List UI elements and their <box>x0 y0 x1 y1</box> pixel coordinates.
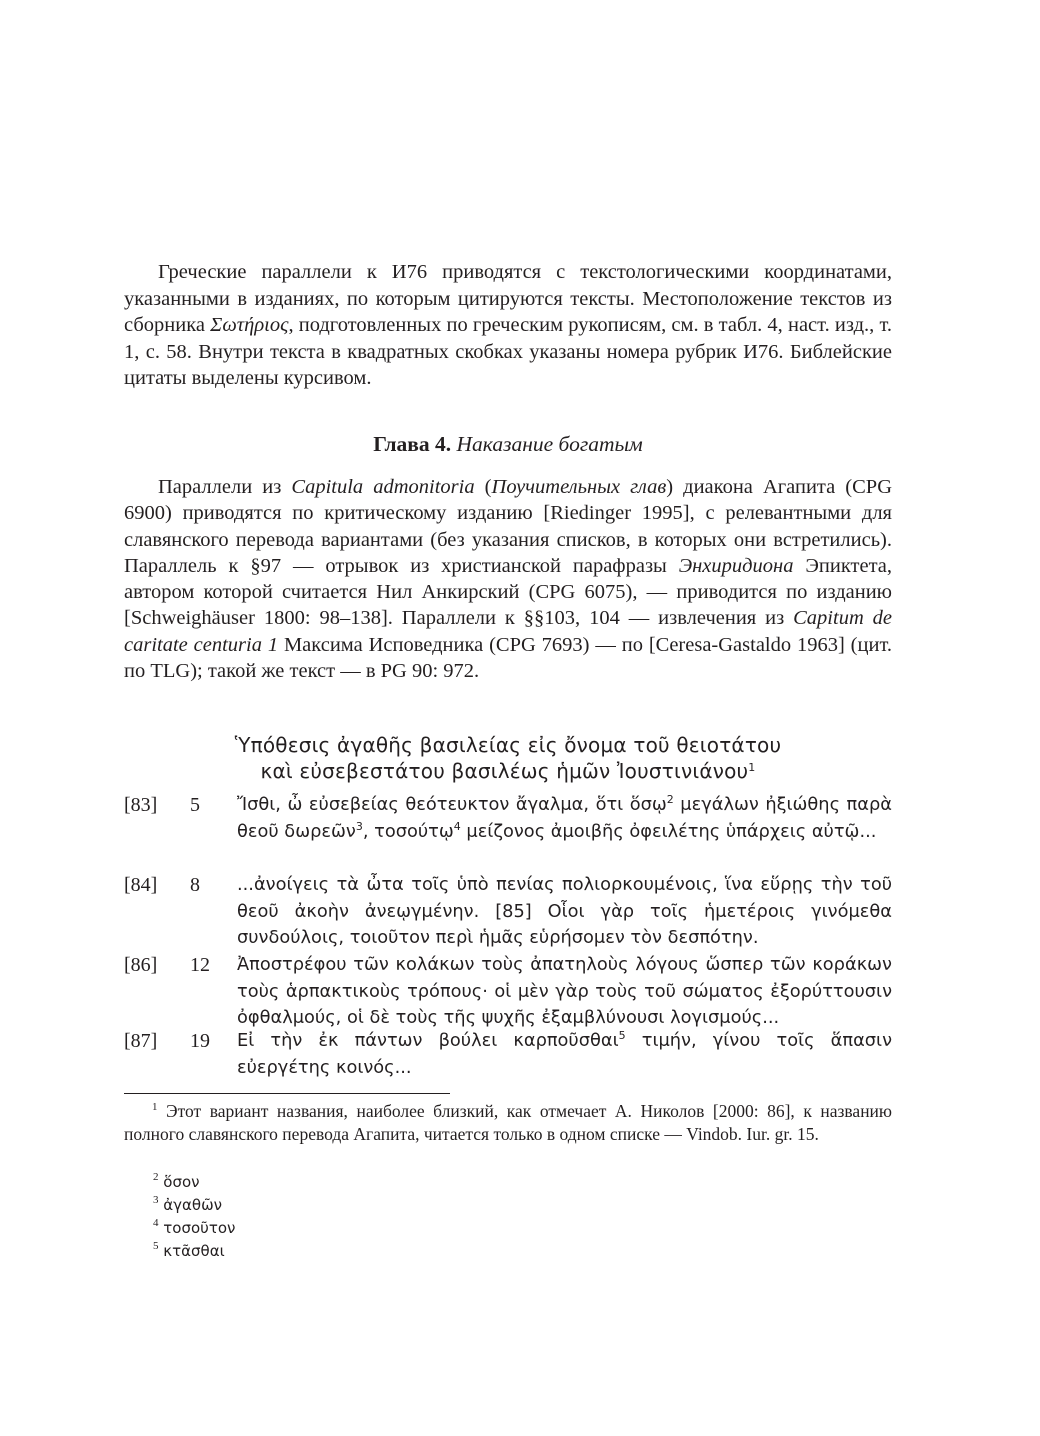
greek-title-line-2: καὶ εὐσεβεστάτου βασιλέως ἡμῶν Ἰουστινιάνου <box>260 759 749 783</box>
rubric-number: [86] <box>124 954 158 976</box>
greek-title-line-2-wrap <box>124 758 892 784</box>
footnote-text: ἀγαθῶν <box>158 1196 223 1214</box>
footnote-mark: 1 <box>152 1101 158 1113</box>
footnote-ref[interactable]: 1 <box>748 761 756 774</box>
entry-text: ...ἀνοίγεις τὰ ὦτα τοῖς ὑπὸ πενίας πολιορκουμένοις, ἵνα εὕρῃς τὴν τοῦ θεοῦ ἀκοὴν ἀνεῳγμένην. [85] Οἷοι γὰρ τοῖς ἡμετέροις γινόμεθα συνδούλοις, τοιοῦτον περὶ ἡμᾶς εὑρήσομεν τὸν δεσπότην. <box>237 874 892 948</box>
entry-text-part: Εἰ τὴν ἐκ πάντων βούλει καρποῦσθαι <box>237 1030 619 1051</box>
intro-greek-italic: Σωτήριος <box>210 314 289 337</box>
footnote-text: τοσοῦτον <box>158 1219 236 1237</box>
line-number: 12 <box>190 954 210 976</box>
para-italic: Capitum de caritate centuria 1 <box>124 607 893 656</box>
chapter-title: Наказание богатым <box>456 432 643 456</box>
para-text: Параллели из <box>158 476 292 498</box>
footnote-1 <box>124 1100 892 1145</box>
footnote-ref[interactable]: 4 <box>453 819 461 833</box>
intro-text: Греческие параллели к И76 приводятся с текстологическими координатами, указанными в изданиях, по которым цитируются тексты. Местоположение текстов из сборника <box>124 261 892 337</box>
entry-text-part: μεγάλων ἠξιώθης παρὰ θεοῦ δωρεῶν <box>237 794 892 842</box>
footnote-mark: 3 <box>153 1194 159 1206</box>
footnote-ref[interactable]: 5 <box>618 1029 626 1042</box>
footnote-4 <box>124 1216 921 1240</box>
line-number: 5 <box>190 794 200 816</box>
footnote-2 <box>124 1170 921 1194</box>
footnote-divider <box>124 1093 450 1094</box>
footnote-ref[interactable]: 3 <box>355 819 363 833</box>
footnote-3 <box>124 1193 921 1217</box>
entry-87 <box>124 1028 892 1082</box>
para-italic: Capitula admonitoria <box>291 476 475 498</box>
intro-paragraph <box>124 259 892 392</box>
footnote-ref[interactable]: 2 <box>666 793 674 806</box>
line-number: 8 <box>190 874 200 896</box>
greek-title-line-1: Ὑπόθεσις ἀγαθῆς βασιλείας εἰς ὄνομα τοῦ θειοτάτου <box>234 733 782 757</box>
footnote-mark: 2 <box>153 1171 159 1183</box>
rubric-number: [87] <box>124 1030 158 1052</box>
footnote-5 <box>124 1239 921 1263</box>
chapter-number: Глава 4. <box>373 432 452 456</box>
entry-text-part: μείζονος ἀμοιβῆς ὀφειλέτης ὑπάρχεις αὐτῷ... <box>460 820 877 842</box>
footnote-text: Этот вариант названия, наиболее близкий, как отмечает А. Николов [2000: 86], к названию полного славянского перевода Агапита, читается только в одном списке — Vindob. Iur. gr. 15. <box>124 1101 892 1144</box>
para-text: Эпиктета, автором которой считается Нил Анкирский (CPG 6075), — приводится по изданию [Schweighäuser 1800: 98–138]. Параллели к §§103, 104 — извлечения из <box>124 554 893 630</box>
greek-title <box>124 732 892 784</box>
intro-text: , подготовленных по греческим рукописям, см. в табл. 4, наст. изд., т. 1, с. 58. Внутри текста в квадратных скобках указаны номера рубрик И76. Библейские цитаты выделены курсивом. <box>124 314 892 390</box>
chapter-heading <box>124 431 892 457</box>
para-italic: Поучительных глав <box>491 476 667 498</box>
entry-text <box>237 792 892 845</box>
line-number: 19 <box>190 1030 210 1052</box>
para-text: ( <box>474 476 492 498</box>
footnote-text: κτᾶσθαι <box>158 1242 225 1260</box>
parallels-paragraph <box>124 474 892 684</box>
footnote-mark: 5 <box>153 1240 159 1252</box>
entry-84 <box>124 872 892 952</box>
footnote-mark: 4 <box>153 1217 159 1229</box>
entry-text <box>237 1028 892 1081</box>
entry-86 <box>124 952 892 1032</box>
para-text: Максима Исповедника (CPG 7693) — по [Ceresa-Gastaldo 1963] (цит. по TLG); такой же текст — в PG 90: 972. <box>124 633 892 683</box>
rubric-number: [84] <box>124 874 158 896</box>
entry-text-part: τιμήν, γίνου τοῖς ἅπασιν εὐεργέτης κοινός... <box>237 1030 893 1078</box>
entry-83 <box>124 792 892 872</box>
para-text: ) диакона Агапита (CPG 6900) приводятся по критическому изданию [Riedinger 1995], с релевантными для славянского перевода вариантами (без указания списков, в которых они встретились). Параллель к §97 — отрывок из христианской парафразы <box>124 476 893 577</box>
rubric-number: [83] <box>124 794 158 816</box>
para-italic: Энхиридиона <box>678 554 794 577</box>
entry-text-part: , τοσούτῳ <box>362 820 454 842</box>
footnote-text: ὅσον <box>158 1173 200 1191</box>
entry-text: Ἀποστρέφου τῶν κολάκων τοὺς ἀπατηλοὺς λόγους ὥσπερ τῶν κοράκων τοὺς ἁρπακτικοὺς τρόπους· οἱ μὲν γὰρ τοὺς τοῦ σώματος ἐξορύττουσιν ὀφθαλμούς, οἱ δὲ τοὺς τῆς ψυχῆς ἐξαμβλύνουσι λογισμούς... <box>237 954 892 1028</box>
entry-text-part: Ἴσθι, ὦ εὐσεβείας θεότευκτον ἄγαλμα, ὅτι ὅσῳ <box>237 794 667 815</box>
